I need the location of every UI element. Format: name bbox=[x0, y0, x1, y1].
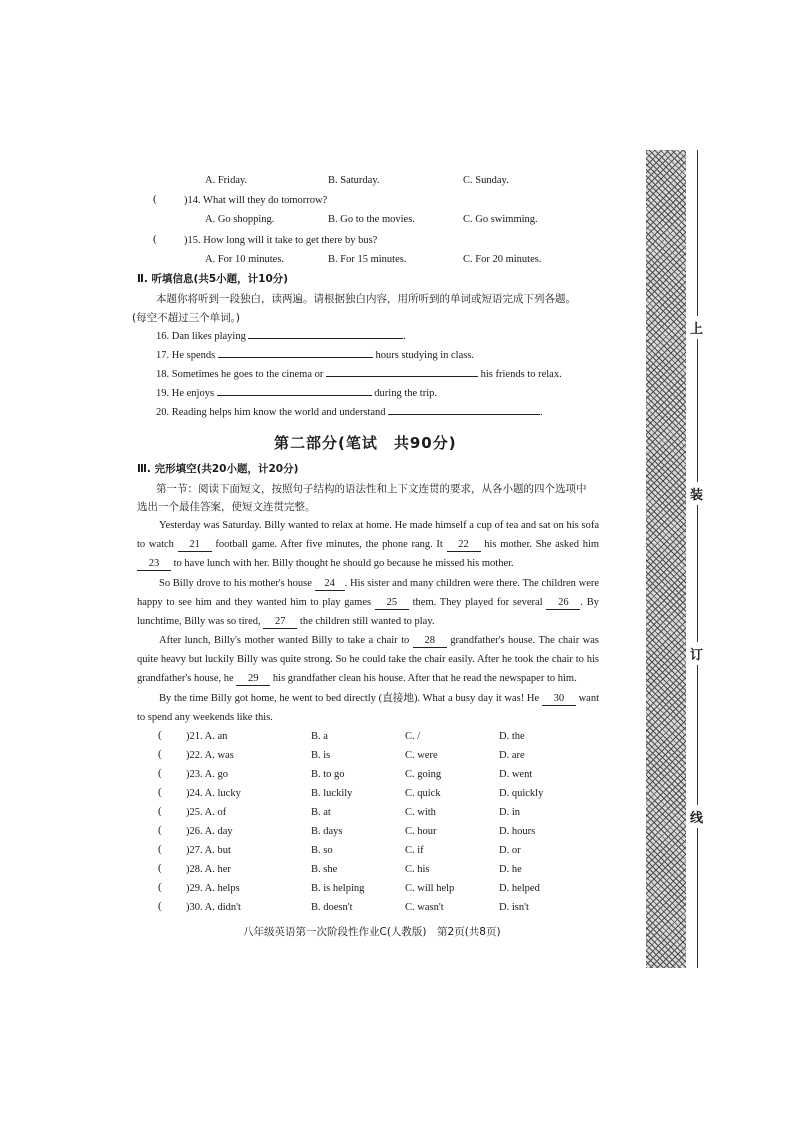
q15-option-a: A. For 10 minutes. bbox=[205, 254, 285, 265]
blank-30: 30 bbox=[542, 693, 576, 706]
q21-option-a: )21. A. an bbox=[186, 731, 228, 742]
passage-paragraph-3 bbox=[137, 631, 599, 688]
q28-paren: ( bbox=[158, 862, 162, 874]
q21-option-c: C. / bbox=[405, 731, 421, 742]
page-footer: 八年级英语第一次阶段性作业C(人教版) 第2页(共8页) bbox=[243, 926, 501, 938]
q25-option-c: C. with bbox=[405, 807, 436, 818]
p1-text-d: to have lunch with her. Billy thought he should go because he missed his mother. bbox=[173, 558, 514, 569]
blank-22: 22 bbox=[447, 539, 481, 552]
q25-option-a: )25. A. of bbox=[186, 807, 227, 818]
q16-text: 16. Dan likes playing bbox=[156, 331, 246, 342]
q21-paren: ( bbox=[158, 729, 162, 741]
q18-text-after: his friends to relax. bbox=[480, 369, 562, 380]
q25-option-b: B. at bbox=[311, 807, 331, 818]
q18-line bbox=[156, 368, 562, 382]
q30-option-b: B. doesn't bbox=[311, 902, 353, 913]
q25-paren: ( bbox=[158, 805, 162, 817]
q22-option-a: )22. A. was bbox=[186, 750, 234, 761]
q21-option-b: B. a bbox=[311, 731, 328, 742]
q28-option-a: )28. A. her bbox=[186, 864, 231, 875]
q24-option-d: D. quickly bbox=[499, 788, 544, 799]
blank-29: 29 bbox=[236, 673, 270, 686]
binding-line bbox=[697, 150, 698, 968]
q27-option-a: )27. A. but bbox=[186, 845, 231, 856]
q30-option-c: C. wasn't bbox=[405, 902, 444, 913]
q13-option-a: A. Friday. bbox=[205, 175, 248, 186]
q19-answer-blank[interactable] bbox=[217, 395, 372, 396]
p3-text-a: After lunch, Billy's mother wanted Billy to take a chair to bbox=[159, 635, 410, 646]
q25-option-d: D. in bbox=[499, 807, 520, 818]
q14-option-c: C. Go swimming. bbox=[463, 214, 538, 225]
q20-text: 20. Reading helps him know the world and understand bbox=[156, 407, 386, 418]
q14-option-a: A. Go shopping. bbox=[205, 214, 275, 225]
section3-instruction: 第一节：阅读下面短文，按照句子结构的语法性和上下文连贯的要求，从各小题的四个选项中 bbox=[156, 483, 587, 495]
q29-paren: ( bbox=[158, 881, 162, 893]
q13-option-b: B. Saturday. bbox=[328, 175, 380, 186]
q30-paren: ( bbox=[158, 900, 162, 912]
q17-text-after: hours studying in class. bbox=[375, 350, 475, 361]
q14-paren: ( bbox=[153, 193, 157, 205]
q24-paren: ( bbox=[158, 786, 162, 798]
part2-title: 第二部分(笔试 共90分) bbox=[274, 434, 457, 452]
q24-option-c: C. quick bbox=[405, 788, 441, 799]
p3-text-c: his grandfather clean his house. After that he read the newspaper to him. bbox=[272, 673, 577, 684]
q28-option-b: B. she bbox=[311, 864, 338, 875]
p2-text-c: them. They played for several bbox=[412, 597, 543, 608]
q22-paren: ( bbox=[158, 748, 162, 760]
q15-paren: ( bbox=[153, 233, 157, 245]
binding-char-shang: 上 bbox=[690, 316, 703, 339]
q17-line bbox=[156, 349, 474, 363]
q23-paren: ( bbox=[158, 767, 162, 779]
q14-stem: )14. What will they do tomorrow? bbox=[184, 195, 328, 206]
q29-option-c: C. will help bbox=[405, 883, 455, 894]
q29-option-a: )29. A. helps bbox=[186, 883, 240, 894]
q24-option-a: )24. A. lucky bbox=[186, 788, 241, 799]
binding-char-zhuang: 装 bbox=[690, 482, 703, 505]
q20-text-after: . bbox=[540, 407, 543, 418]
q17-answer-blank[interactable] bbox=[218, 357, 373, 358]
section3-heading: Ⅲ. 完形填空(共20小题，计20分) bbox=[137, 463, 299, 475]
p2-text-e: the children still wanted to play. bbox=[299, 616, 435, 627]
passage-paragraph-1 bbox=[137, 516, 599, 573]
p4-text-a: By the time Billy got home, he went to bed directly (直接地). What a busy day it was! He bbox=[159, 693, 540, 704]
q22-option-b: B. is bbox=[311, 750, 331, 761]
q30-option-a: )30. A. didn't bbox=[186, 902, 241, 913]
q26-option-b: B. days bbox=[311, 826, 343, 837]
q27-paren: ( bbox=[158, 843, 162, 855]
p2-text-d: . By lunchtime, Billy was so tired, bbox=[137, 597, 600, 627]
q16-text-after: . bbox=[403, 331, 407, 342]
section2-instruction-note: (每空不超过三个单词。) bbox=[132, 312, 240, 324]
q20-line bbox=[156, 406, 543, 420]
q15-option-c: C. For 20 minutes. bbox=[463, 254, 542, 265]
q20-answer-blank[interactable] bbox=[388, 414, 540, 415]
q21-option-d: D. the bbox=[499, 731, 525, 742]
q22-option-c: C. were bbox=[405, 750, 438, 761]
q26-option-d: D. hours bbox=[499, 826, 536, 837]
p2-text-b: . His sister and many children were there. The children were happy to see him and they wanted him to play games bbox=[137, 578, 600, 608]
binding-char-ding: 订 bbox=[690, 642, 703, 665]
q19-text: 19. He enjoys bbox=[156, 388, 215, 399]
q26-paren: ( bbox=[158, 824, 162, 836]
q18-answer-blank[interactable] bbox=[326, 376, 478, 377]
q16-line bbox=[156, 330, 406, 344]
blank-21: 21 bbox=[178, 539, 212, 552]
blank-28: 28 bbox=[413, 635, 447, 648]
binding-strip-pattern bbox=[646, 150, 686, 968]
q26-option-c: C. hour bbox=[405, 826, 437, 837]
q30-option-d: D. isn't bbox=[499, 902, 529, 913]
q27-option-c: C. if bbox=[405, 845, 424, 856]
q19-text-after: during the trip. bbox=[374, 388, 437, 399]
q14-option-b: B. Go to the movies. bbox=[328, 214, 415, 225]
binding-char-xian: 线 bbox=[690, 805, 703, 828]
q13-option-c: C. Sunday. bbox=[463, 175, 509, 186]
q27-option-d: D. or bbox=[499, 845, 521, 856]
q23-option-d: D. went bbox=[499, 769, 533, 780]
q29-option-d: D. helped bbox=[499, 883, 540, 894]
q26-option-a: )26. A. day bbox=[186, 826, 233, 837]
section2-instruction: 本题你将听到一段独白，读两遍。请根据独白内容，用所听到的单词或短语完成下列各题。 bbox=[156, 293, 576, 305]
q28-option-d: D. he bbox=[499, 864, 522, 875]
section3-instruction-cont: 选出一个最佳答案，使短文连贯完整。 bbox=[137, 501, 316, 513]
q17-text: 17. He spends bbox=[156, 350, 216, 361]
passage-paragraph-4 bbox=[137, 689, 599, 727]
q27-option-b: B. so bbox=[311, 845, 333, 856]
q24-option-b: B. luckily bbox=[311, 788, 353, 799]
q18-text: 18. Sometimes he goes to the cinema or bbox=[156, 369, 324, 380]
blank-23: 23 bbox=[137, 558, 171, 571]
blank-24: 24 bbox=[315, 578, 345, 591]
q15-stem: )15. How long will it take to get there by bus? bbox=[184, 235, 378, 246]
q22-option-d: D. are bbox=[499, 750, 525, 761]
q15-option-b: B. For 15 minutes. bbox=[328, 254, 407, 265]
q23-option-c: C. going bbox=[405, 769, 442, 780]
q19-line bbox=[156, 387, 437, 401]
p1-text-b: football game. After five minutes, the phone rang. It bbox=[215, 539, 443, 550]
q29-option-b: B. is helping bbox=[311, 883, 365, 894]
p2-text-a: So Billy drove to his mother's house bbox=[159, 578, 312, 589]
blank-27: 27 bbox=[263, 616, 297, 629]
q23-option-a: )23. A. go bbox=[186, 769, 228, 780]
p3-text-b: grandfather's house. The chair was quite heavy but luckily Billy was quite strong. So he could take the chair easily. After he took the chair to his grandfather's house, he bbox=[137, 635, 600, 684]
blank-26: 26 bbox=[546, 597, 580, 610]
p1-text-c: his mother. She asked him bbox=[484, 539, 600, 550]
passage-paragraph-2 bbox=[137, 574, 599, 631]
q23-option-b: B. to go bbox=[311, 769, 345, 780]
blank-25: 25 bbox=[375, 597, 409, 610]
p1-text-a: Yesterday was Saturday. Billy wanted to relax at home. He made himself a cup of tea and sat on his sofa to watch bbox=[137, 520, 599, 550]
section2-heading: Ⅱ. 听填信息(共5小题，计10分) bbox=[137, 273, 289, 285]
p4-text-b: want to spend any weekends like this. bbox=[137, 693, 600, 723]
q28-option-c: C. his bbox=[405, 864, 430, 875]
q16-answer-blank[interactable] bbox=[248, 338, 403, 339]
